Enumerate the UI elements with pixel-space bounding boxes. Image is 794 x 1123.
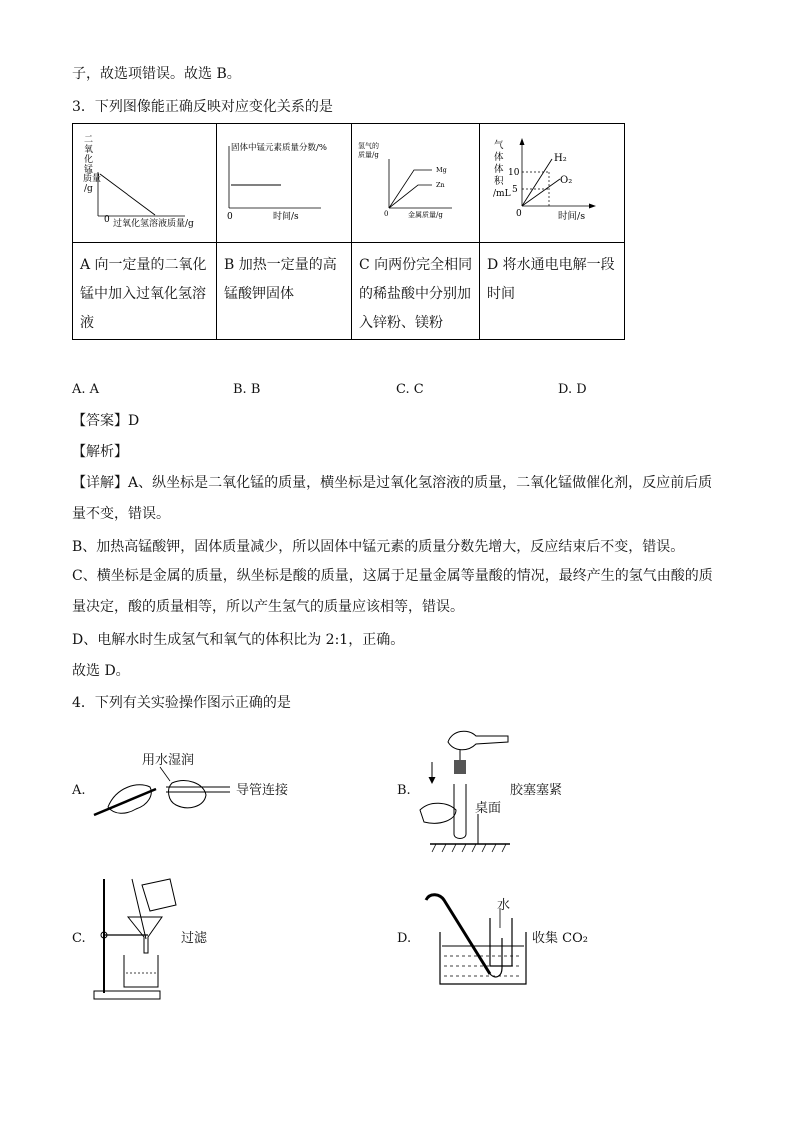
graph-d-ylabel-0: 气 [494,140,504,151]
caption-a: A 向一定量的二氧化锰中加入过氧化氢溶液 [80,257,207,331]
detail-d: D、电解水时生成氢气和氧气的体积比为 2:1，正确。 [72,632,405,648]
q4-d-illustration [420,888,532,988]
graph-a-xlabel: 过氧化氢溶液质量/g [113,219,194,229]
question-4-stem: 4．下列有关实验操作图示正确的是 [72,695,291,711]
graph-a-ylabel-45: 质量 [83,174,102,184]
q4-a-letter: A. [72,783,86,798]
graph-a-cell [73,124,217,243]
graph-d-xlabel: 时间/s [558,211,586,222]
graph-b-ylabel: 固体中锰元素质量分数/% [231,143,327,153]
q4-d-letter: D. [397,931,412,946]
graph-d-ylabel-3: 积 [494,176,504,187]
graph-a-ylabel-6: /g [84,184,93,194]
caption-d: D 将水通电电解一段时间 [487,257,615,302]
caption-c: C 向两份完全相同的稀盐酸中分别加入锌粉、镁粉 [359,257,473,331]
graph-a-ylabel-2: 化 [84,155,94,165]
option-a: A. A [72,382,100,397]
choose-line: 故选 D。 [72,663,130,679]
q4-b-label-desk: 桌面 [475,801,502,816]
detail-c: C、横坐标是金属的质量，纵坐标是酸的质量，这属于足量金属等量酸的情况，最终产生的氢气由酸的质量决定，酸的质量相等，所以产生氢气的质量应该相等，错误。 [72,568,713,615]
option-d: D. D [558,382,587,397]
q4-a-illustration [88,765,238,825]
graph-d-series-h2: H₂ [554,153,567,164]
question-3-stem: 3．下列图像能正确反映对应变化关系的是 [72,99,333,115]
analysis-heading: 【解析】 [72,444,128,460]
graph-a-origin: 0 [104,215,110,225]
graph-b [217,124,351,238]
graph-c-origin: 0 [384,210,389,218]
q4-d-label-right: 收集 CO₂ [532,931,588,946]
graph-b-origin: 0 [227,212,233,222]
q4-a-label-right: 导管连接 [236,783,289,798]
q4-c-letter: C. [72,931,86,946]
graph-c-cell [352,124,480,243]
graph-d-ylabel-2: 体 [494,164,504,175]
option-c: C. C [396,382,424,397]
graph-a [73,124,216,238]
graph-a-ylabel-3: 锰 [84,165,94,175]
graph-c [352,124,479,238]
graph-c-ylabel-1: 质量/g [358,151,379,159]
q4-c-label-right: 过滤 [181,931,208,946]
q4-b-letter: B. [397,783,411,798]
graph-c-series-zn: Zn [436,181,445,189]
answer-line: 【答案】D [72,413,140,429]
q4-b-illustration [410,722,520,857]
graph-c-xlabel: 金属质量/g [408,211,443,219]
graph-d-cell [480,124,625,243]
question-3-table [72,123,625,340]
graph-d-series-o2: O₂ [560,175,573,186]
graph-a-ylabel-0: 二 [84,135,94,145]
q4-c-illustration [92,875,182,1003]
graph-c-ylabel-0: 氢气的 [358,142,379,150]
graph-b-cell [217,124,352,243]
prev-answer-end: 子，故选项错误。故选 B。 [72,66,241,82]
q4-b-label-right: 胶塞塞紧 [510,783,563,798]
graph-d-tick-5: 5 [512,185,518,195]
detail-b: B、加热高锰酸钾，固体质量减少，所以固体中锰元素的质量分数先增大，反应结束后不变，错误。 [72,539,685,555]
q4-a-label-top: 用水湿润 [142,753,195,768]
graph-d-origin: 0 [516,209,522,219]
graph-d-tick-10: 10 [508,168,520,178]
option-b: B. B [233,382,261,397]
graph-d-ylabel-4: /mL [493,189,511,199]
graph-c-series-mg: Mg [436,166,447,174]
graph-d [480,124,624,238]
q4-d-label-top: 水 [497,898,511,913]
graph-d-ylabel-1: 体 [494,152,504,163]
caption-b: B 加热一定量的高锰酸钾固体 [224,257,337,302]
graph-b-xlabel: 时间/s [273,212,299,222]
graph-a-ylabel-1: 氧 [84,145,94,155]
detail-a: 【详解】A、纵坐标是二氧化锰的质量，横坐标是过氧化氢溶液的质量，二氧化锰做催化剂，反应前后质量不变，错误。 [72,475,713,522]
